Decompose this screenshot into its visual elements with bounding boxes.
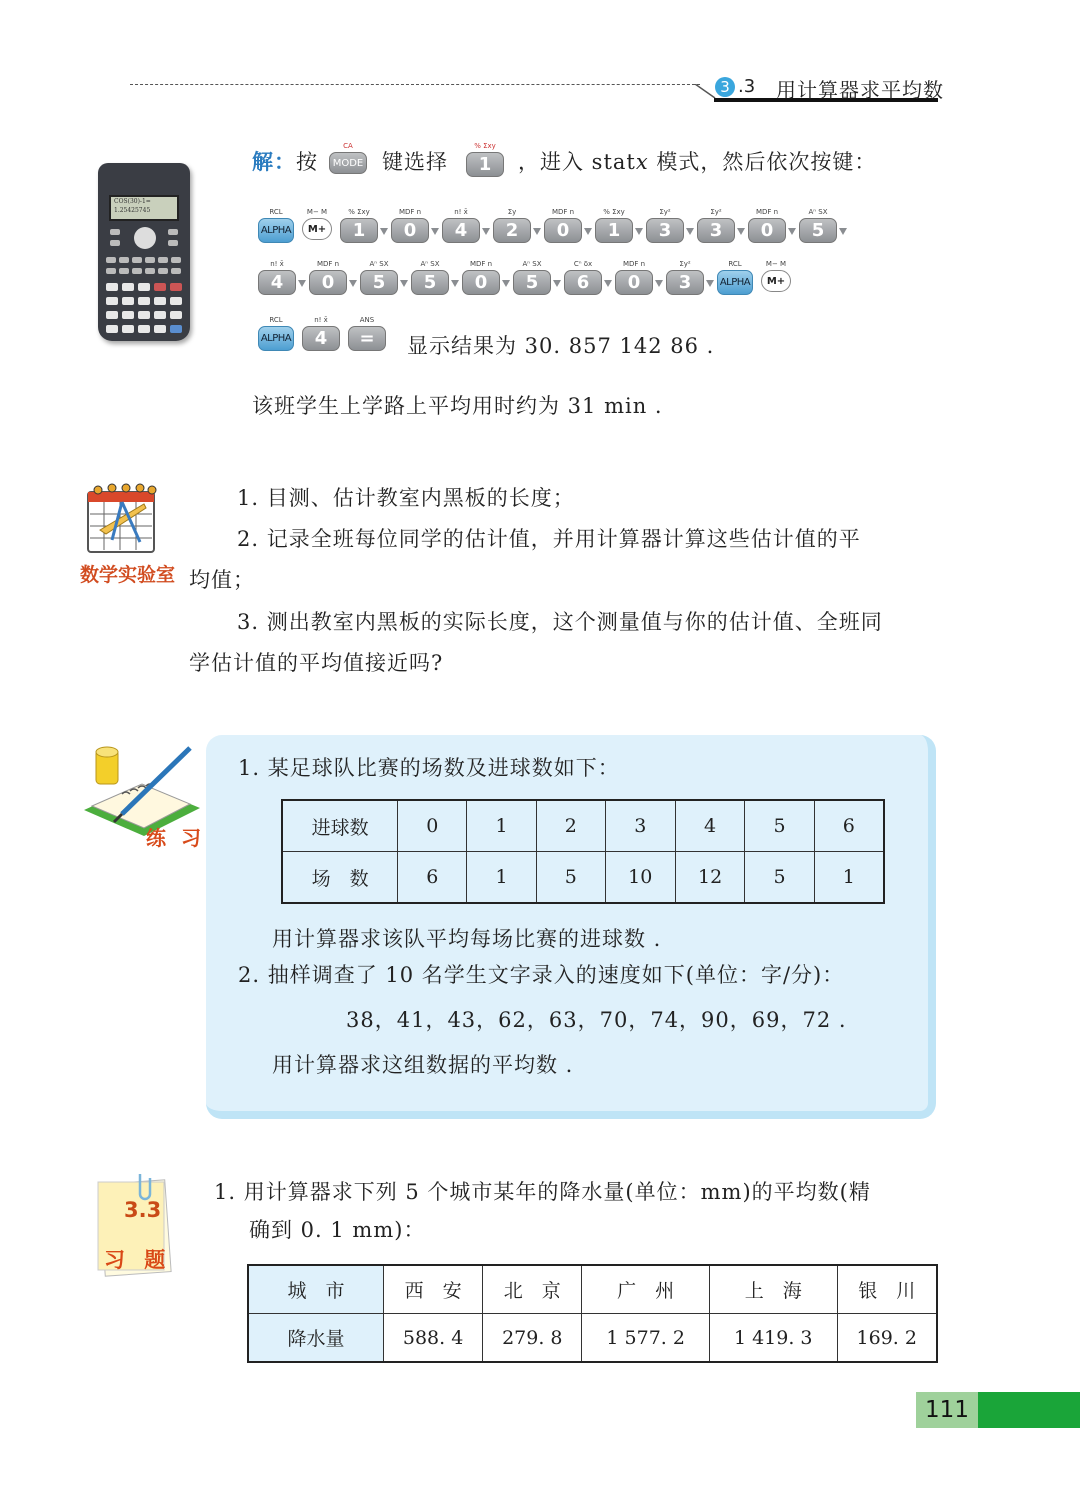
key-label: MDF n	[398, 208, 422, 216]
key-cap: 4	[442, 218, 480, 243]
key-label: RCL	[269, 316, 283, 324]
table-row	[282, 800, 884, 852]
key-label: Aⁿ SX	[420, 260, 440, 268]
practice-q1-task: 用计算器求该队平均每场比赛的进球数 .	[272, 927, 662, 951]
key-cap: 1	[340, 218, 378, 243]
key-cap: 3	[666, 270, 704, 295]
games-row-label: 场 数	[282, 852, 398, 904]
arrow-down-icon	[553, 280, 561, 287]
games-cell: 10	[605, 852, 675, 904]
key-cap: 2	[493, 218, 531, 243]
calc-key	[132, 257, 142, 263]
arrow-down-icon	[502, 280, 510, 287]
calc-key	[170, 311, 182, 319]
calc-key	[138, 311, 150, 319]
key-row3-1	[302, 314, 340, 351]
key-cap: ALPHA	[717, 270, 753, 295]
key-cap: ALPHA	[258, 218, 294, 243]
solution-label	[252, 146, 318, 176]
key-row2-10	[761, 258, 791, 292]
calc-key	[158, 268, 168, 274]
table-row	[248, 1265, 937, 1314]
key-cap: 5	[513, 270, 551, 295]
calc-key	[171, 257, 181, 263]
key-row1-8	[646, 206, 684, 243]
calc-key	[138, 283, 150, 291]
key-label: % Σxy	[603, 208, 625, 216]
arrow-down-icon	[400, 280, 408, 287]
arrow-down-icon	[788, 228, 796, 235]
key-cap: M+	[761, 270, 791, 292]
key-one-select	[466, 140, 504, 177]
exercise-number: 3.3	[124, 1198, 162, 1222]
key-label: MDF n	[755, 208, 779, 216]
city-cell: 西 安	[384, 1265, 483, 1314]
goals-cell: 0	[398, 800, 467, 852]
exercise-q1a: 1. 用计算器求下列 5 个城市某年的降水量(单位：mm)的平均数(精	[214, 1180, 871, 1204]
key-label: Cⁿ δx	[573, 260, 593, 268]
key-label: n! x̄	[454, 208, 468, 216]
key-cap: 0	[544, 218, 582, 243]
key-cap: 0	[462, 270, 500, 295]
key-row1-5	[493, 206, 531, 243]
calc-key	[106, 257, 116, 263]
key-row2-2	[360, 258, 398, 295]
city-cell: 银 川	[837, 1265, 937, 1314]
city-cell: 上 海	[709, 1265, 837, 1314]
solution-conclusion: 该班学生上学路上平均用时约为 31 min .	[252, 394, 663, 418]
lab-item-1: 1. 目测、估计教室内黑板的长度；	[237, 486, 575, 510]
key-cap: 0	[309, 270, 347, 295]
goals-table	[281, 799, 885, 904]
key-cap: ALPHA	[258, 326, 294, 351]
calc-key	[122, 297, 134, 305]
key-row1-6	[544, 206, 582, 243]
key-label: % Σxy	[348, 208, 370, 216]
key-label: MDF n	[551, 208, 575, 216]
key-row3-0	[258, 314, 294, 351]
arrow-down-icon	[349, 280, 357, 287]
calc-key	[106, 325, 118, 333]
display-result: 显示结果为 30. 857 142 86 .	[407, 334, 715, 358]
calculator-illustration	[98, 163, 190, 341]
games-cell: 5	[745, 852, 814, 904]
arrow-down-icon	[482, 228, 490, 235]
key-row1-10	[748, 206, 786, 243]
rainfall-row-label: 降水量	[248, 1314, 384, 1363]
games-cell: 6	[398, 852, 467, 904]
calc-key	[138, 325, 150, 333]
lab-item-3b: 学估计值的平均值接近吗?	[189, 651, 444, 675]
section-number-sub: .3	[738, 76, 756, 97]
lab-item-2b: 均值；	[189, 568, 255, 592]
section-number	[715, 76, 755, 97]
key-cap: M+	[302, 218, 332, 240]
key-row2-3	[411, 258, 449, 295]
arrow-down-icon	[706, 280, 714, 287]
key-label: Σy²	[710, 208, 722, 216]
calc-key	[106, 311, 118, 319]
arrow-down-icon	[655, 280, 663, 287]
practice-q1: 1. 某足球队比赛的场数及进球数如下：	[238, 756, 620, 780]
key-row2-4	[462, 258, 500, 295]
games-cell: 5	[536, 852, 605, 904]
solution-var: x	[635, 150, 649, 174]
key-cap: 5	[360, 270, 398, 295]
key-label: RCL	[269, 208, 283, 216]
table-row	[282, 852, 884, 904]
key-row2-6	[564, 258, 602, 295]
calc-key	[138, 297, 150, 305]
goals-cell: 2	[536, 800, 605, 852]
key-label: Σy	[507, 208, 517, 216]
calc-key	[170, 283, 182, 291]
key-mode-top: CA	[343, 142, 353, 150]
goals-cell: 3	[605, 800, 675, 852]
city-row-label: 城 市	[248, 1265, 384, 1314]
key-label: Aⁿ SX	[369, 260, 389, 268]
arrow-down-icon	[584, 228, 592, 235]
key-cap: 6	[564, 270, 602, 295]
calendar-tools-icon	[82, 480, 162, 556]
calc-key	[110, 240, 120, 246]
key-cap: 5	[799, 218, 837, 243]
calculator-screen-line2: 1.25425745	[114, 207, 151, 214]
key-cap: =	[348, 326, 386, 351]
key-row1-3	[391, 206, 429, 243]
key-row2-5	[513, 258, 551, 295]
arrow-down-icon	[839, 228, 847, 235]
calc-key	[145, 268, 155, 274]
games-cell: 12	[675, 852, 745, 904]
arrow-down-icon	[533, 228, 541, 235]
solution-enter-text	[518, 146, 876, 176]
key-row3-2	[348, 314, 386, 351]
games-cell: 1	[814, 852, 884, 904]
lab-item-3a: 3. 测出教室内黑板的实际长度，这个测量值与你的估计值、全班同	[237, 610, 883, 634]
math-lab-label: 数学实验室	[80, 564, 176, 586]
key-label: M− M	[306, 208, 328, 216]
rainfall-table	[247, 1264, 938, 1363]
header-rule-bend	[695, 84, 717, 98]
rainfall-cell: 1 577. 2	[582, 1314, 710, 1363]
solution-mode-then: 模式，然后依次按键：	[648, 150, 877, 174]
practice-q2: 2. 抽样调查了 10 名学生文字录入的速度如下(单位：字/分)：	[238, 963, 845, 987]
solution-select-text: 键选择	[382, 150, 448, 174]
key-row1-9	[697, 206, 735, 243]
calc-key	[170, 325, 182, 333]
key-label: n! x̄	[314, 316, 328, 324]
calculator-screen-line1: COS(30)-1=	[114, 198, 151, 205]
key-row1-2	[340, 206, 378, 243]
key-row1-7	[595, 206, 633, 243]
exercise-q1b: 确到 0. 1 mm)：	[249, 1218, 426, 1242]
key-cap: 1	[595, 218, 633, 243]
calc-key	[106, 283, 118, 291]
page-number: 111	[916, 1392, 978, 1428]
solution-label-text: 解：	[252, 149, 296, 174]
key-row1-0	[258, 206, 294, 243]
calc-key	[110, 229, 120, 235]
key-label: n! x̄	[270, 260, 284, 268]
key-row2-1	[309, 258, 347, 295]
lab-item-2a: 2. 记录全班每位同学的估计值，并用计算器计算这些估计值的平	[237, 527, 861, 551]
table-row	[248, 1314, 937, 1363]
calc-key	[145, 257, 155, 263]
key-row1-4	[442, 206, 480, 243]
calc-key	[122, 283, 134, 291]
arrow-down-icon	[298, 280, 306, 287]
calc-key	[132, 268, 142, 274]
key-label: M− M	[765, 260, 787, 268]
key-one-select-top: % Σxy	[474, 142, 496, 150]
games-cell: 1	[467, 852, 536, 904]
key-row2-0	[258, 258, 296, 295]
arrow-down-icon	[380, 228, 388, 235]
arrow-down-icon	[635, 228, 643, 235]
key-label: MDF n	[469, 260, 493, 268]
key-label: Aⁿ SX	[808, 208, 828, 216]
practice-label: 练 习	[146, 826, 205, 850]
key-cap: 0	[391, 218, 429, 243]
arrow-down-icon	[686, 228, 694, 235]
calculator-dpad	[134, 227, 156, 249]
key-cap: 4	[302, 326, 340, 351]
calc-key	[119, 268, 129, 274]
calc-key	[171, 268, 181, 274]
key-label: Σy²	[679, 260, 691, 268]
goals-cell: 4	[675, 800, 745, 852]
key-cap: 4	[258, 270, 296, 295]
key-label: RCL	[728, 260, 742, 268]
goals-cell: 6	[814, 800, 884, 852]
key-label: Aⁿ SX	[522, 260, 542, 268]
rainfall-cell: 169. 2	[837, 1314, 937, 1363]
calc-key	[154, 297, 166, 305]
calc-key	[154, 283, 166, 291]
key-cap: 5	[411, 270, 449, 295]
practice-q2-task: 用计算器求这组数据的平均数 .	[272, 1053, 574, 1077]
calc-key	[158, 257, 168, 263]
calculator-screen	[109, 195, 179, 221]
key-label: Σy²	[659, 208, 671, 216]
section-title: 用计算器求平均数	[776, 78, 944, 102]
section-number-ball: 3	[715, 77, 735, 97]
goals-cell: 1	[467, 800, 536, 852]
city-cell: 北 京	[483, 1265, 582, 1314]
calc-key	[168, 229, 178, 235]
key-cap: 0	[615, 270, 653, 295]
goals-cell: 5	[745, 800, 814, 852]
calc-key	[170, 297, 182, 305]
header-dashed-rule	[130, 84, 700, 85]
key-mode-cap: MODE	[329, 152, 367, 174]
calc-key	[168, 240, 178, 246]
key-row2-8	[666, 258, 704, 295]
key-label: MDF n	[316, 260, 340, 268]
arrow-down-icon	[604, 280, 612, 287]
calc-key	[154, 325, 166, 333]
key-row1-1	[302, 206, 332, 240]
key-row1-11	[799, 206, 837, 243]
calc-key	[106, 268, 116, 274]
key-label: MDF n	[622, 260, 646, 268]
calc-key	[106, 297, 118, 305]
arrow-down-icon	[737, 228, 745, 235]
key-cap: 0	[748, 218, 786, 243]
calc-key	[122, 311, 134, 319]
key-mode	[329, 140, 367, 174]
key-cap: 3	[697, 218, 735, 243]
page-number-bar	[978, 1392, 1080, 1428]
key-cap: 3	[646, 218, 684, 243]
arrow-down-icon	[451, 280, 459, 287]
key-row2-7	[615, 258, 653, 295]
rainfall-cell: 588. 4	[384, 1314, 483, 1363]
rainfall-cell: 279. 8	[483, 1314, 582, 1363]
arrow-down-icon	[431, 228, 439, 235]
calc-key	[154, 311, 166, 319]
city-cell: 广 州	[582, 1265, 710, 1314]
calc-key	[119, 257, 129, 263]
goals-row-label: 进球数	[282, 800, 398, 852]
practice-q2-data: 38，41，43，62，63，70，74，90，69，72 .	[346, 1008, 847, 1032]
exercise-label: 习 题	[104, 1248, 172, 1272]
solution-press: 按	[296, 150, 318, 174]
key-row2-9	[717, 258, 753, 295]
calc-key	[122, 325, 134, 333]
solution-enter: ，进入 stat	[518, 150, 636, 174]
key-one-select-cap: 1	[466, 152, 504, 177]
rainfall-cell: 1 419. 3	[709, 1314, 837, 1363]
key-label: ANS	[359, 316, 375, 324]
